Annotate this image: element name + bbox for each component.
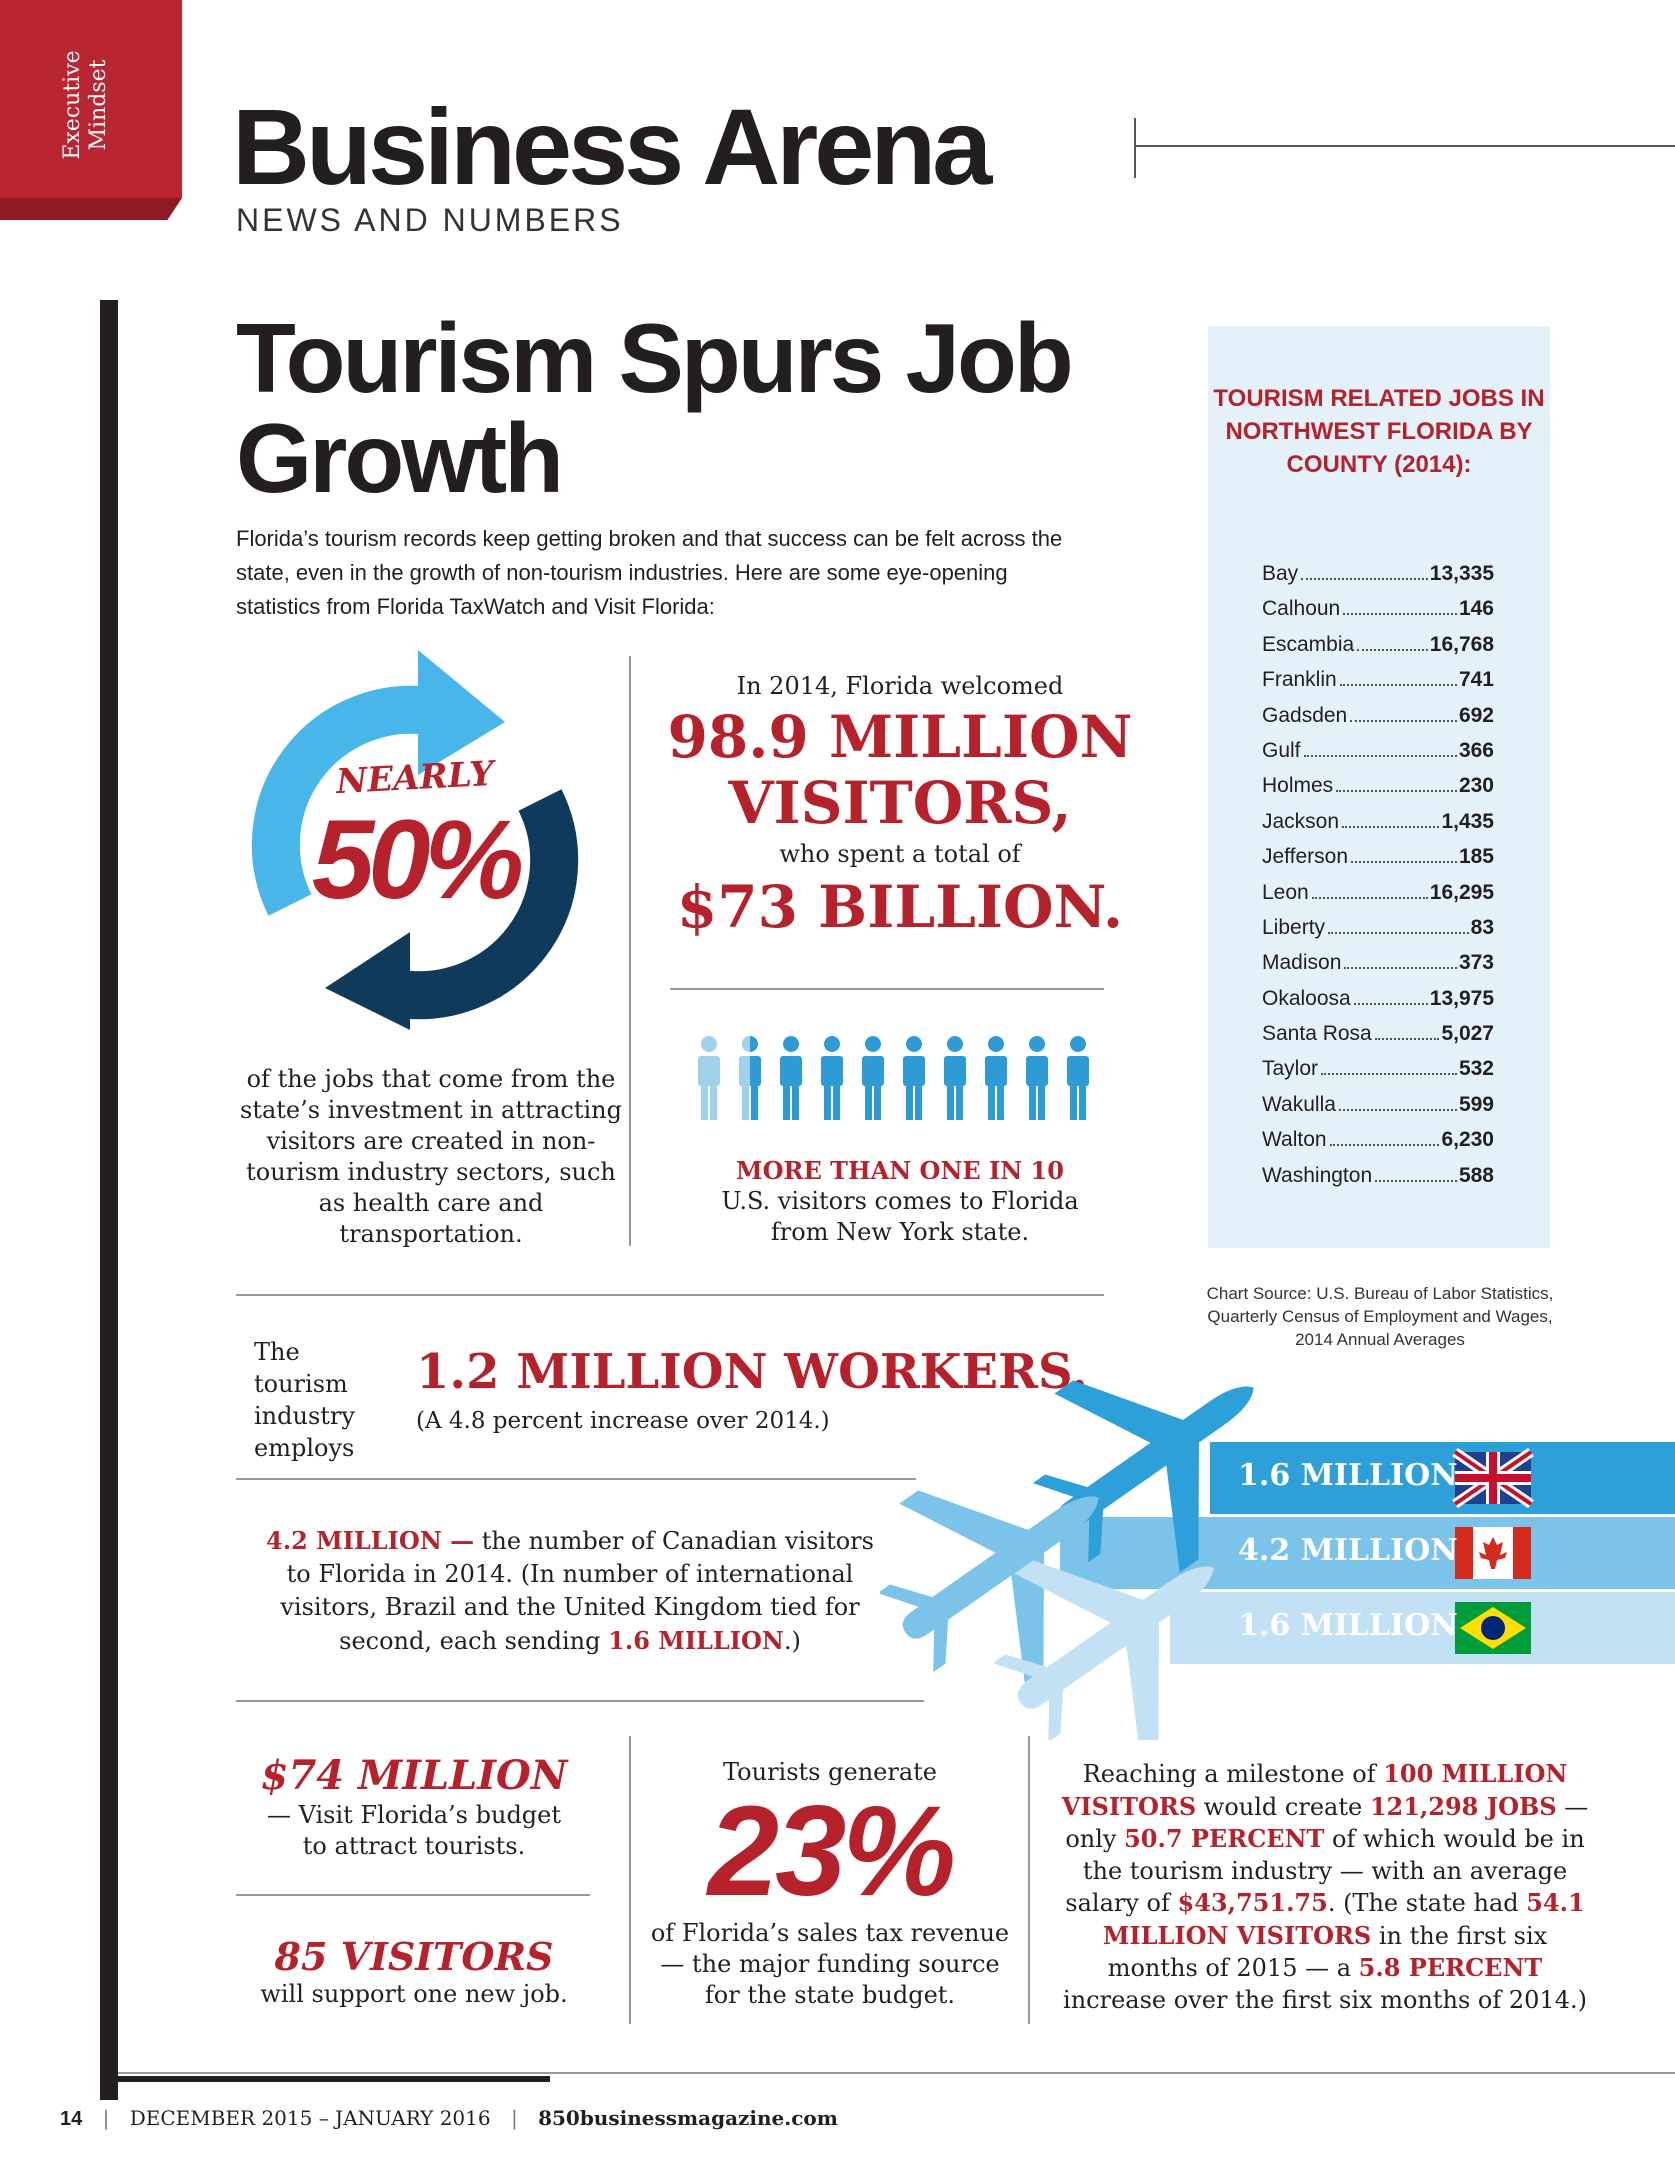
county-value: 146 xyxy=(1458,597,1494,621)
welcomed-text: In 2014, Florida welcomed xyxy=(736,672,1064,700)
section-divider xyxy=(670,988,1104,990)
county-name: Okaloosa xyxy=(1262,986,1351,1010)
milestone-highlight: 5.8 PERCENT xyxy=(1358,1953,1543,1982)
county-name: Walton xyxy=(1262,1128,1327,1152)
leader-dots xyxy=(1339,1109,1457,1111)
milestone-text-part: Reaching a milestone of xyxy=(1082,1760,1384,1788)
page-number: 14 xyxy=(60,2108,83,2130)
page-footer: 14 | DECEMBER 2015 – JANUARY 2016 | 850businessmagazine.com xyxy=(60,2106,838,2130)
spending-stat: $73 BILLION. xyxy=(676,873,1124,941)
visitors-per-job-stat: 85 VISITORS xyxy=(274,1934,554,1979)
band-label-canada: 4.2 MILLION xyxy=(1238,1533,1458,1568)
milestone-text-part: — only xyxy=(1065,1792,1589,1853)
county-name: Escambia xyxy=(1262,632,1355,656)
leader-dots xyxy=(1350,720,1457,722)
new-york-text xyxy=(660,1186,1140,1248)
county-name: Taylor xyxy=(1262,1057,1319,1081)
header-rule-horizontal xyxy=(1134,145,1675,147)
sidebar-title: TOURISM RELATED JOBS IN NORTHWEST FLORIDA BY COUNTY (2014): xyxy=(1213,385,1545,478)
county-name: Madison xyxy=(1262,951,1342,975)
county-row xyxy=(1262,1022,1494,1057)
visitors-stat-line1: 98.9 MILLION xyxy=(667,703,1133,771)
section-divider xyxy=(236,1894,590,1896)
fifty-percent-stat: 50% xyxy=(311,797,519,922)
leader-dots xyxy=(1343,613,1457,615)
leader-dots xyxy=(1354,1003,1428,1005)
county-row xyxy=(1262,1164,1494,1199)
uk-flag-icon xyxy=(1455,1452,1531,1504)
sales-tax-stat: 23% xyxy=(707,1780,953,1923)
person-icon xyxy=(944,1036,966,1120)
section-divider xyxy=(236,1700,924,1702)
county-name: Bay xyxy=(1262,562,1299,585)
workers-note: (A 4.8 percent increase over 2014.) xyxy=(416,1408,830,1434)
milestone-text-part: increase over the first six months of 2014.) xyxy=(1063,1985,1587,2014)
county-name: Santa Rosa xyxy=(1262,1022,1372,1046)
county-value: 16,768 xyxy=(1429,632,1494,656)
leader-dots xyxy=(1321,1073,1457,1075)
column-divider xyxy=(629,1736,631,2024)
county-value: 16,295 xyxy=(1429,880,1494,904)
footer-rule xyxy=(118,2072,1675,2074)
county-name: Washington xyxy=(1262,1163,1373,1187)
leader-dots xyxy=(1340,684,1457,686)
nearly-label: NEARLY xyxy=(335,753,495,803)
leader-dots xyxy=(1351,861,1457,863)
milestone-highlight: $43,751.75 xyxy=(1177,1888,1328,1917)
person-icon-half xyxy=(739,1036,750,1122)
county-name: Holmes xyxy=(1262,774,1334,798)
canada-text-part1: the number of Canadian visitors to Florida in 2014. (In number of international visitors, Brazil and the United Kingdom tied for second, each sending xyxy=(280,1527,874,1655)
spent-text: who spent a total of xyxy=(779,840,1021,868)
milestone-highlight: 100 MILLION VISITORS xyxy=(1061,1759,1568,1821)
leader-dots xyxy=(1336,790,1457,792)
section-subtitle: NEWS AND NUMBERS xyxy=(236,202,624,238)
column-divider xyxy=(629,656,631,1246)
visitors-stat-line2: VISITORS, xyxy=(728,769,1072,837)
section-tab-fold xyxy=(0,198,182,220)
county-row xyxy=(1262,845,1494,880)
county-value: 83 xyxy=(1470,915,1494,939)
section-title: Business Arena xyxy=(232,86,989,207)
budget-stat: $74 MILLION xyxy=(260,1752,568,1799)
tourists-generate-text: Tourists generate xyxy=(723,1758,937,1786)
county-row xyxy=(1262,881,1494,916)
person-icon xyxy=(903,1036,925,1120)
county-value: 1,435 xyxy=(1441,809,1494,833)
footer-rule-accent xyxy=(118,2076,550,2082)
county-row xyxy=(1262,1093,1494,1128)
canada-text-part2: .) xyxy=(783,1627,801,1655)
article-headline: Tourism Spurs Job Growth xyxy=(236,303,1071,513)
leader-dots xyxy=(1375,1038,1440,1040)
county-name: Wakulla xyxy=(1262,1092,1336,1116)
county-value: 6,230 xyxy=(1441,1128,1494,1152)
county-value: 692 xyxy=(1458,703,1494,727)
person-icon xyxy=(1067,1036,1089,1120)
left-accent-bar xyxy=(100,300,118,2100)
county-value: 5,027 xyxy=(1441,1022,1494,1046)
county-value: 366 xyxy=(1458,738,1494,762)
milestone-highlight: 121,298 JOBS xyxy=(1369,1791,1557,1821)
county-row xyxy=(1262,951,1494,986)
brazil-uk-stat: 1.6 MILLION xyxy=(608,1626,784,1655)
header-rule-vertical xyxy=(1134,118,1136,178)
county-name: Calhoun xyxy=(1262,597,1341,621)
leader-dots xyxy=(1301,578,1428,580)
county-row xyxy=(1262,774,1494,809)
leader-dots xyxy=(1312,897,1428,899)
county-row xyxy=(1262,597,1494,632)
milestone-text xyxy=(1060,1758,1590,2016)
county-value: 532 xyxy=(1458,1057,1494,1081)
county-name: Gulf xyxy=(1262,738,1301,762)
site-link[interactable]: 850businessmagazine.com xyxy=(538,2106,838,2130)
leader-dots xyxy=(1330,1144,1440,1146)
county-row xyxy=(1262,739,1494,774)
county-row xyxy=(1262,987,1494,1022)
leader-dots xyxy=(1328,932,1469,934)
person-icon xyxy=(821,1036,843,1120)
county-name: Jefferson xyxy=(1262,845,1348,869)
county-row xyxy=(1262,1128,1494,1163)
section-divider xyxy=(236,1294,1104,1296)
county-row xyxy=(1262,1057,1494,1092)
new-york-text-line2: from New York state. xyxy=(770,1218,1030,1246)
county-value: 185 xyxy=(1458,845,1494,869)
band-label-brazil: 1.6 MILLION xyxy=(1238,1608,1458,1643)
leader-dots xyxy=(1357,649,1428,651)
article-intro: Florida’s tourism records keep getting broken and that success can be felt across the state, even in the growth of non-tourism industries. Here are some eye-opening statistics from Florida TaxWatch and Visit Florida: xyxy=(236,526,1063,619)
section-divider xyxy=(236,1478,916,1480)
workers-stat: 1.2 MILLION WORKERS. xyxy=(416,1344,1088,1400)
county-value: 373 xyxy=(1458,951,1494,975)
county-name: Leon xyxy=(1262,880,1309,904)
milestone-text-part: in the first six months of 2015 — a xyxy=(1107,1921,1548,1982)
county-row xyxy=(1262,916,1494,951)
sales-tax-text: of Florida’s sales tax revenue — the major funding source for the state budget. xyxy=(650,1919,1010,2009)
person-icon xyxy=(862,1036,884,1120)
county-value: 741 xyxy=(1458,668,1494,692)
brazil-flag-icon xyxy=(1455,1602,1531,1654)
people-icons xyxy=(688,1036,1098,1122)
visitors-per-job-text: will support one new job. xyxy=(260,1980,568,2008)
milestone-highlight: 50.7 PERCENT xyxy=(1124,1824,1325,1853)
county-value: 13,975 xyxy=(1429,986,1494,1010)
county-value: 230 xyxy=(1458,774,1494,798)
chart-source: Chart Source: U.S. Bureau of Labor Statistics, Quarterly Census of Employment and Wages, 2014 Annual Averages xyxy=(1206,1284,1554,1349)
milestone-text-part: of which would be in the tourism industry — with an average salary of xyxy=(1065,1825,1585,1917)
county-value: 13,335 xyxy=(1429,562,1494,585)
canada-flag-icon xyxy=(1455,1527,1531,1579)
milestone-highlight: 54.1 MILLION VISITORS xyxy=(1102,1888,1585,1950)
county-value: 599 xyxy=(1458,1092,1494,1116)
leader-dots xyxy=(1344,967,1457,969)
leader-dots xyxy=(1342,826,1439,828)
new-york-text-line1: U.S. visitors comes to Florida xyxy=(721,1187,1079,1215)
jobs-stat-text: of the jobs that come from the state’s investment in attracting visitors are created in non-tourism industry sectors, such as health care and transportation. xyxy=(240,1065,622,1248)
column-divider xyxy=(1028,1736,1030,2024)
person-icon xyxy=(698,1036,720,1120)
county-name: Gadsden xyxy=(1262,703,1348,727)
milestone-text-part: . (The state had xyxy=(1327,1889,1527,1917)
person-icon xyxy=(780,1036,802,1120)
person-icon xyxy=(1026,1036,1048,1120)
one-in-ten-stat: MORE THAN ONE IN 10 xyxy=(736,1156,1064,1185)
leader-dots xyxy=(1304,755,1457,757)
budget-text: — Visit Florida’s budget to attract tourists. xyxy=(266,1801,562,1860)
county-row xyxy=(1262,810,1494,845)
canada-stat: 4.2 MILLION — xyxy=(266,1526,475,1555)
county-name: Liberty xyxy=(1262,915,1326,939)
canada-stat-text xyxy=(260,1524,880,1658)
visitors-stat xyxy=(660,704,1140,836)
county-value: 588 xyxy=(1458,1163,1494,1187)
county-row xyxy=(1262,562,1494,597)
person-icon xyxy=(985,1036,1007,1120)
leader-dots xyxy=(1375,1180,1457,1182)
county-list xyxy=(1262,562,1494,1199)
workers-lead-text: The tourism industry employs xyxy=(254,1338,355,1462)
milestone-text-part: would create xyxy=(1196,1792,1370,1821)
county-name: Franklin xyxy=(1262,668,1337,692)
section-tab-label: Executive Mindset xyxy=(60,50,111,160)
county-row xyxy=(1262,704,1494,739)
county-row xyxy=(1262,633,1494,668)
issue-date: DECEMBER 2015 – JANUARY 2016 xyxy=(129,2106,491,2130)
county-name: Jackson xyxy=(1262,809,1340,833)
band-label-uk: 1.6 MILLION xyxy=(1238,1458,1458,1493)
county-row xyxy=(1262,668,1494,703)
